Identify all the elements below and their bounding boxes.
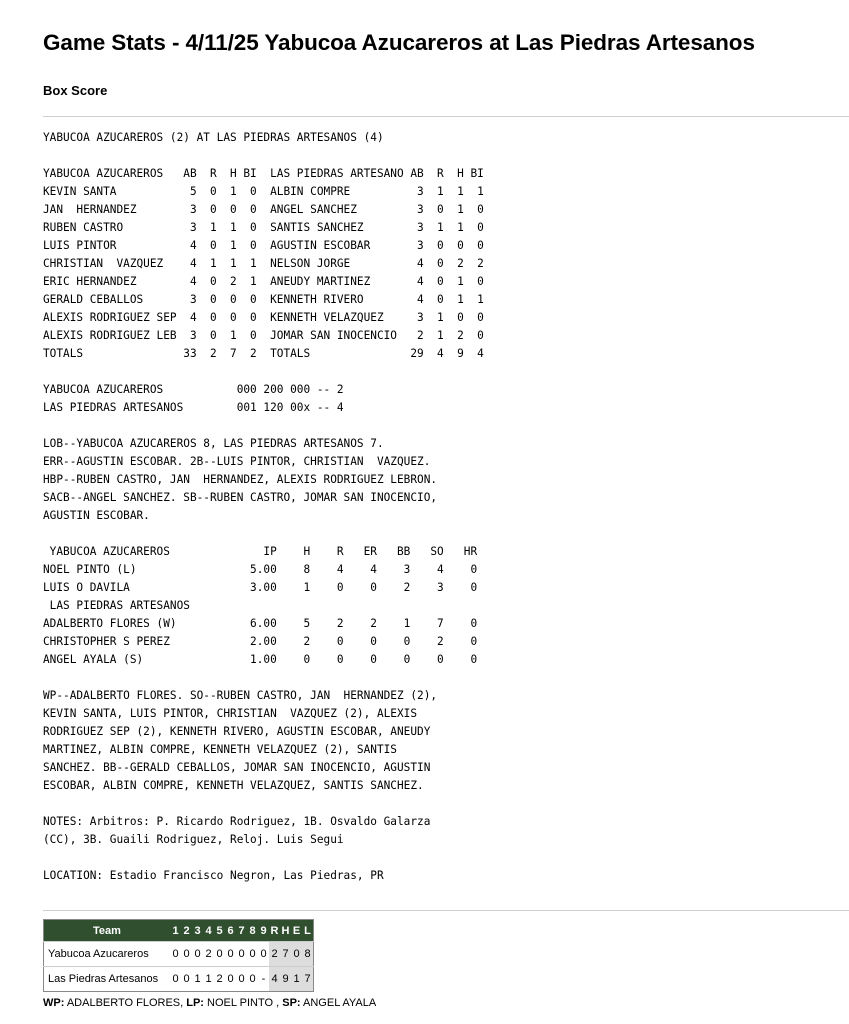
inning-header: 1: [170, 920, 181, 942]
box-score-line: YABUCOA AZUCAREROS AB R H BI LAS PIEDRAS ARTESANO AB R H BI: [43, 167, 484, 180]
errors-header: E: [291, 920, 302, 942]
inning-score: 0: [225, 967, 236, 992]
box-score-line: LAS PIEDRAS ARTESANOS: [43, 599, 190, 612]
inning-header: 7: [236, 920, 247, 942]
box-score-line: YABUCOA AZUCAREROS IP H R ER BB SO HR: [43, 545, 478, 558]
linescore-row-away: [44, 942, 314, 967]
box-score-line: AGUSTIN ESCOBAR.: [43, 509, 150, 522]
box-score-line: LOCATION: Estadio Francisco Negron, Las Piedras, PR: [43, 869, 384, 882]
linescore-row-home: [44, 967, 314, 992]
inning-score: 0: [236, 967, 247, 992]
inning-score: 0: [192, 942, 203, 967]
divider-top: [43, 116, 849, 117]
inning-score: 0: [170, 942, 181, 967]
runs-total: 4: [269, 967, 280, 992]
box-score-line: KEVIN SANTA, LUIS PINTOR, CHRISTIAN VAZQUEZ (2), ALEXIS: [43, 707, 418, 720]
box-score-line: JAN HERNANDEZ 3 0 0 0 ANGEL SANCHEZ 3 0 1 0: [43, 203, 484, 216]
inning-score: 1: [192, 967, 203, 992]
hits-total: 7: [280, 942, 291, 967]
box-score-line: LAS PIEDRAS ARTESANOS 001 120 00x -- 4: [43, 401, 344, 414]
lob-total: 8: [302, 942, 314, 967]
inning-header: 6: [225, 920, 236, 942]
box-score-line: CHRISTOPHER S PEREZ 2.00 2 0 0 0 2 0: [43, 635, 478, 648]
box-score-text: [43, 129, 484, 885]
inning-header: 4: [203, 920, 214, 942]
box-score-line: HBP--RUBEN CASTRO, JAN HERNANDEZ, ALEXIS RODRIGUEZ LEBRON.: [43, 473, 438, 486]
inning-header: 8: [247, 920, 258, 942]
box-score-line: KEVIN SANTA 5 0 1 0 ALBIN COMPRE 3 1 1 1: [43, 185, 484, 198]
box-score-line: NOTES: Arbitros: P. Ricardo Rodriguez, 1B. Osvaldo Galarza: [43, 815, 431, 828]
box-score-line: ALEXIS RODRIGUEZ SEP 4 0 0 0 KENNETH VELAZQUEZ 3 1 0 0: [43, 311, 484, 324]
box-score-line: LUIS PINTOR 4 0 1 0 AGUSTIN ESCOBAR 3 0 0 0: [43, 239, 484, 252]
inning-score: 0: [181, 967, 192, 992]
box-score-line: YABUCOA AZUCAREROS 000 200 000 -- 2: [43, 383, 344, 396]
wp-label: WP:: [43, 997, 65, 1009]
inning-header: 5: [214, 920, 225, 942]
box-score-line: WP--ADALBERTO FLORES. SO--RUBEN CASTRO, JAN HERNANDEZ (2),: [43, 689, 438, 702]
inning-header: 2: [181, 920, 192, 942]
box-score-line: ESCOBAR, ALBIN COMPRE, KENNETH VELAZQUEZ, SANTIS SANCHEZ.: [43, 779, 424, 792]
lp-value: NOEL PINTO ,: [203, 997, 283, 1009]
box-score-line: GERALD CEBALLOS 3 0 0 0 KENNETH RIVERO 4 0 1 1: [43, 293, 484, 306]
inning-score: 0: [214, 942, 225, 967]
inning-score: 0: [247, 942, 258, 967]
box-score-line: (CC), 3B. Guaili Rodriguez, Reloj. Luis Segui: [43, 833, 344, 846]
inning-header: 9: [258, 920, 269, 942]
box-score-line: SACB--ANGEL SANCHEZ. SB--RUBEN CASTRO, JOMAR SAN INOCENCIO,: [43, 491, 438, 504]
inning-score: 1: [203, 967, 214, 992]
wp-value: ADALBERTO FLORES,: [64, 997, 187, 1009]
lob-header: L: [302, 920, 314, 942]
hits-header: H: [280, 920, 291, 942]
runs-total: 2: [269, 942, 280, 967]
sp-value: ANGEL AYALA: [300, 997, 377, 1009]
inning-score: 0: [181, 942, 192, 967]
inning-score: 0: [225, 942, 236, 967]
box-score-heading: Box Score: [43, 83, 108, 98]
team-header: Team: [44, 920, 171, 942]
errors-total: 0: [291, 942, 302, 967]
linescore-table: [43, 919, 314, 992]
inning-header: 3: [192, 920, 203, 942]
linescore-header-row: [44, 920, 314, 942]
box-score-line: YABUCOA AZUCAREROS (2) AT LAS PIEDRAS ARTESANOS (4): [43, 131, 384, 144]
inning-score: 2: [214, 967, 225, 992]
runs-header: R: [269, 920, 280, 942]
inning-score: 2: [203, 942, 214, 967]
box-score-line: RUBEN CASTRO 3 1 1 0 SANTIS SANCHEZ 3 1 1 0: [43, 221, 484, 234]
box-score-line: ANGEL AYALA (S) 1.00 0 0 0 0 0 0: [43, 653, 478, 666]
divider-bottom: [43, 910, 849, 911]
lp-label: LP:: [186, 997, 204, 1009]
box-score-line: RODRIGUEZ SEP (2), KENNETH RIVERO, AGUSTIN ESCOBAR, ANEUDY: [43, 725, 431, 738]
box-score-line: ADALBERTO FLORES (W) 6.00 5 2 2 1 7 0: [43, 617, 478, 630]
box-score-line: SANCHEZ. BB--GERALD CEBALLOS, JOMAR SAN INOCENCIO, AGUSTIN: [43, 761, 431, 774]
box-score-line: LOB--YABUCOA AZUCAREROS 8, LAS PIEDRAS ARTESANOS 7.: [43, 437, 384, 450]
box-score-line: CHRISTIAN VAZQUEZ 4 1 1 1 NELSON JORGE 4 0 2 2: [43, 257, 484, 270]
box-score-line: LUIS O DAVILA 3.00 1 0 0 2 3 0: [43, 581, 478, 594]
box-score-line: ALEXIS RODRIGUEZ LEB 3 0 1 0 JOMAR SAN INOCENCIO 2 1 2 0: [43, 329, 484, 342]
errors-total: 1: [291, 967, 302, 992]
inning-score: 0: [236, 942, 247, 967]
sp-label: SP:: [282, 997, 301, 1009]
inning-score: 0: [258, 942, 269, 967]
box-score-line: MARTINEZ, ALBIN COMPRE, KENNETH VELAZQUEZ (2), SANTIS: [43, 743, 397, 756]
box-score-line: ERIC HERNANDEZ 4 0 2 1 ANEUDY MARTINEZ 4 0 1 0: [43, 275, 484, 288]
team-name: Yabucoa Azucareros: [44, 942, 171, 967]
inning-score: 0: [247, 967, 258, 992]
inning-score: -: [258, 967, 269, 992]
lob-total: 7: [302, 967, 314, 992]
pitching-decisions: [43, 997, 376, 1009]
inning-score: 0: [170, 967, 181, 992]
page-title: Game Stats - 4/11/25 Yabucoa Azucareros at Las Piedras Artesanos: [43, 30, 755, 55]
box-score-line: NOEL PINTO (L) 5.00 8 4 4 3 4 0: [43, 563, 478, 576]
box-score-line: TOTALS 33 2 7 2 TOTALS 29 4 9 4: [43, 347, 484, 360]
team-name: Las Piedras Artesanos: [44, 967, 171, 992]
box-score-line: ERR--AGUSTIN ESCOBAR. 2B--LUIS PINTOR, CHRISTIAN VAZQUEZ.: [43, 455, 431, 468]
hits-total: 9: [280, 967, 291, 992]
